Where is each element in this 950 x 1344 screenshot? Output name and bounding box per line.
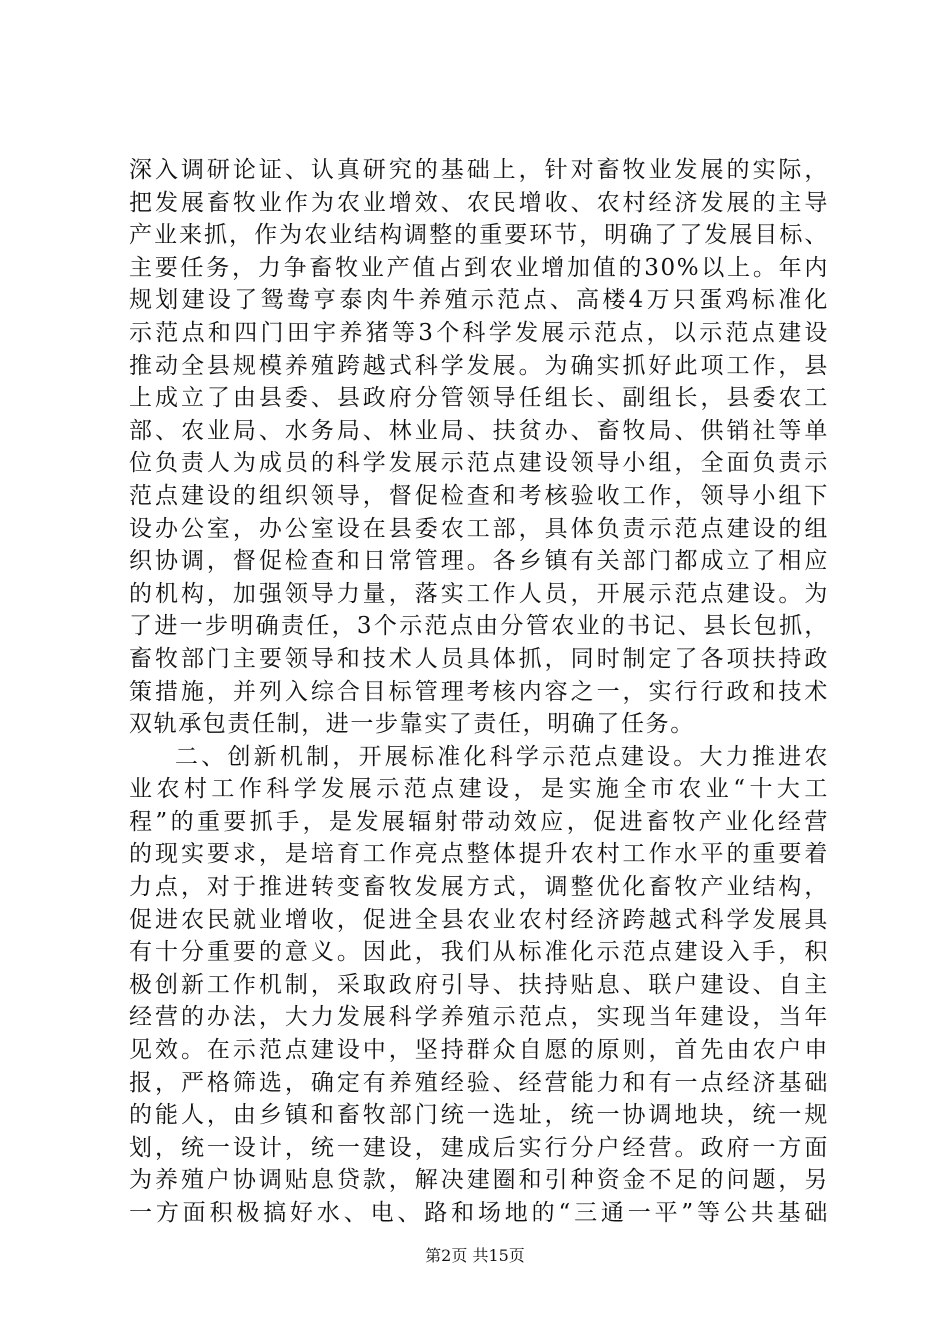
- text-line: 有十分重要的意义。因此，我们从标准化示范点建设入手，积: [129, 939, 829, 966]
- text-line: 主要任务，力争畜牧业产值占到农业增加值的30%以上。年内: [129, 254, 829, 281]
- text-line: 的能人，由乡镇和畜牧部门统一选址，统一协调地块，统一规: [129, 1102, 829, 1129]
- text-line: 的机构，加强领导力量，落实工作人员，开展示范点建设。为: [129, 580, 829, 607]
- page-footer: 第2页 共15页: [425, 1246, 525, 1265]
- text-line: 极创新工作机制，采取政府引导、扶持贴息、联户建设、自主: [129, 971, 829, 998]
- text-line: 推动全县规模养殖跨越式科学发展。为确实抓好此项工作，县: [129, 352, 829, 379]
- text-line: 见效。在示范点建设中，坚持群众自愿的原则，首先由农户申: [129, 1037, 829, 1064]
- text-line: 报，严格筛选，确定有养殖经验、经营能力和有一点经济基础: [129, 1069, 829, 1096]
- text-line: 设办公室，办公室设在县委农工部，具体负责示范点建设的组: [129, 515, 829, 542]
- text-line: 范点建设的组织领导，督促检查和考核验收工作，领导小组下: [129, 482, 829, 509]
- document-body: [129, 154, 829, 1230]
- text-line: 为养殖户协调贴息贷款，解决建圈和引种资金不足的问题，另: [129, 1167, 829, 1194]
- text-line: 策措施，并列入综合目标管理考核内容之一，实行行政和技术: [129, 678, 829, 705]
- text-line: 一方面积极搞好水、电、路和场地的“三通一平”等公共基础: [129, 1200, 829, 1226]
- text-line: 部、农业局、水务局、林业局、扶贫办、畜牧局、供销社等单: [129, 417, 829, 444]
- text-line: 畜牧部门主要领导和技术人员具体抓，同时制定了各项扶持政: [129, 645, 829, 672]
- paragraph-end-line: 双轨承包责任制，进一步靠实了责任，明确了任务。: [129, 711, 695, 738]
- text-line: 促进农民就业增收，促进全县农业农村经济跨越式科学发展具: [129, 906, 829, 933]
- text-line: 示范点和四门田宇养猪等3个科学发展示范点，以示范点建设: [129, 319, 829, 346]
- text-line: 规划建设了鸳鸯亨泰肉牛养殖示范点、高楼4万只蛋鸡标准化: [129, 287, 829, 314]
- text-line: 经营的办法，大力发展科学养殖示范点，实现当年建设，当年: [129, 1004, 829, 1031]
- text-line: 把发展畜牧业作为农业增效、农民增收、农村经济发展的主导: [129, 189, 829, 216]
- text-line: 深入调研论证、认真研究的基础上，针对畜牧业发展的实际，: [129, 157, 829, 183]
- text-line: 划，统一设计，统一建设，建成后实行分户经营。政府一方面: [129, 1134, 829, 1161]
- text-line: 上成立了由县委、县政府分管领导任组长、副组长，县委农工: [129, 385, 829, 412]
- text-line: 的现实要求，是培育工作亮点整体提升农村工作水平的重要着: [129, 841, 829, 868]
- text-line: 力点，对于推进转变畜牧发展方式，调整优化畜牧产业结构，: [129, 874, 829, 901]
- text-line: 产业来抓，作为农业结构调整的重要环节，明确了了发展目标、: [129, 222, 829, 249]
- text-line: 程”的重要抓手，是发展辐射带动效应，促进畜牧产业化经营: [129, 808, 829, 835]
- section-heading-line: 二、创新机制，开展标准化科学示范点建设。大力推进农: [175, 743, 829, 770]
- text-line: 了进一步明确责任，3个示范点由分管农业的书记、县长包抓，: [129, 613, 829, 640]
- text-line: 业农村工作科学发展示范点建设，是实施全市农业“十大工: [129, 776, 829, 803]
- text-line: 位负责人为成员的科学发展示范点建设领导小组，全面负责示: [129, 450, 829, 477]
- text-line: 织协调，督促检查和日常管理。各乡镇有关部门都成立了相应: [129, 548, 829, 575]
